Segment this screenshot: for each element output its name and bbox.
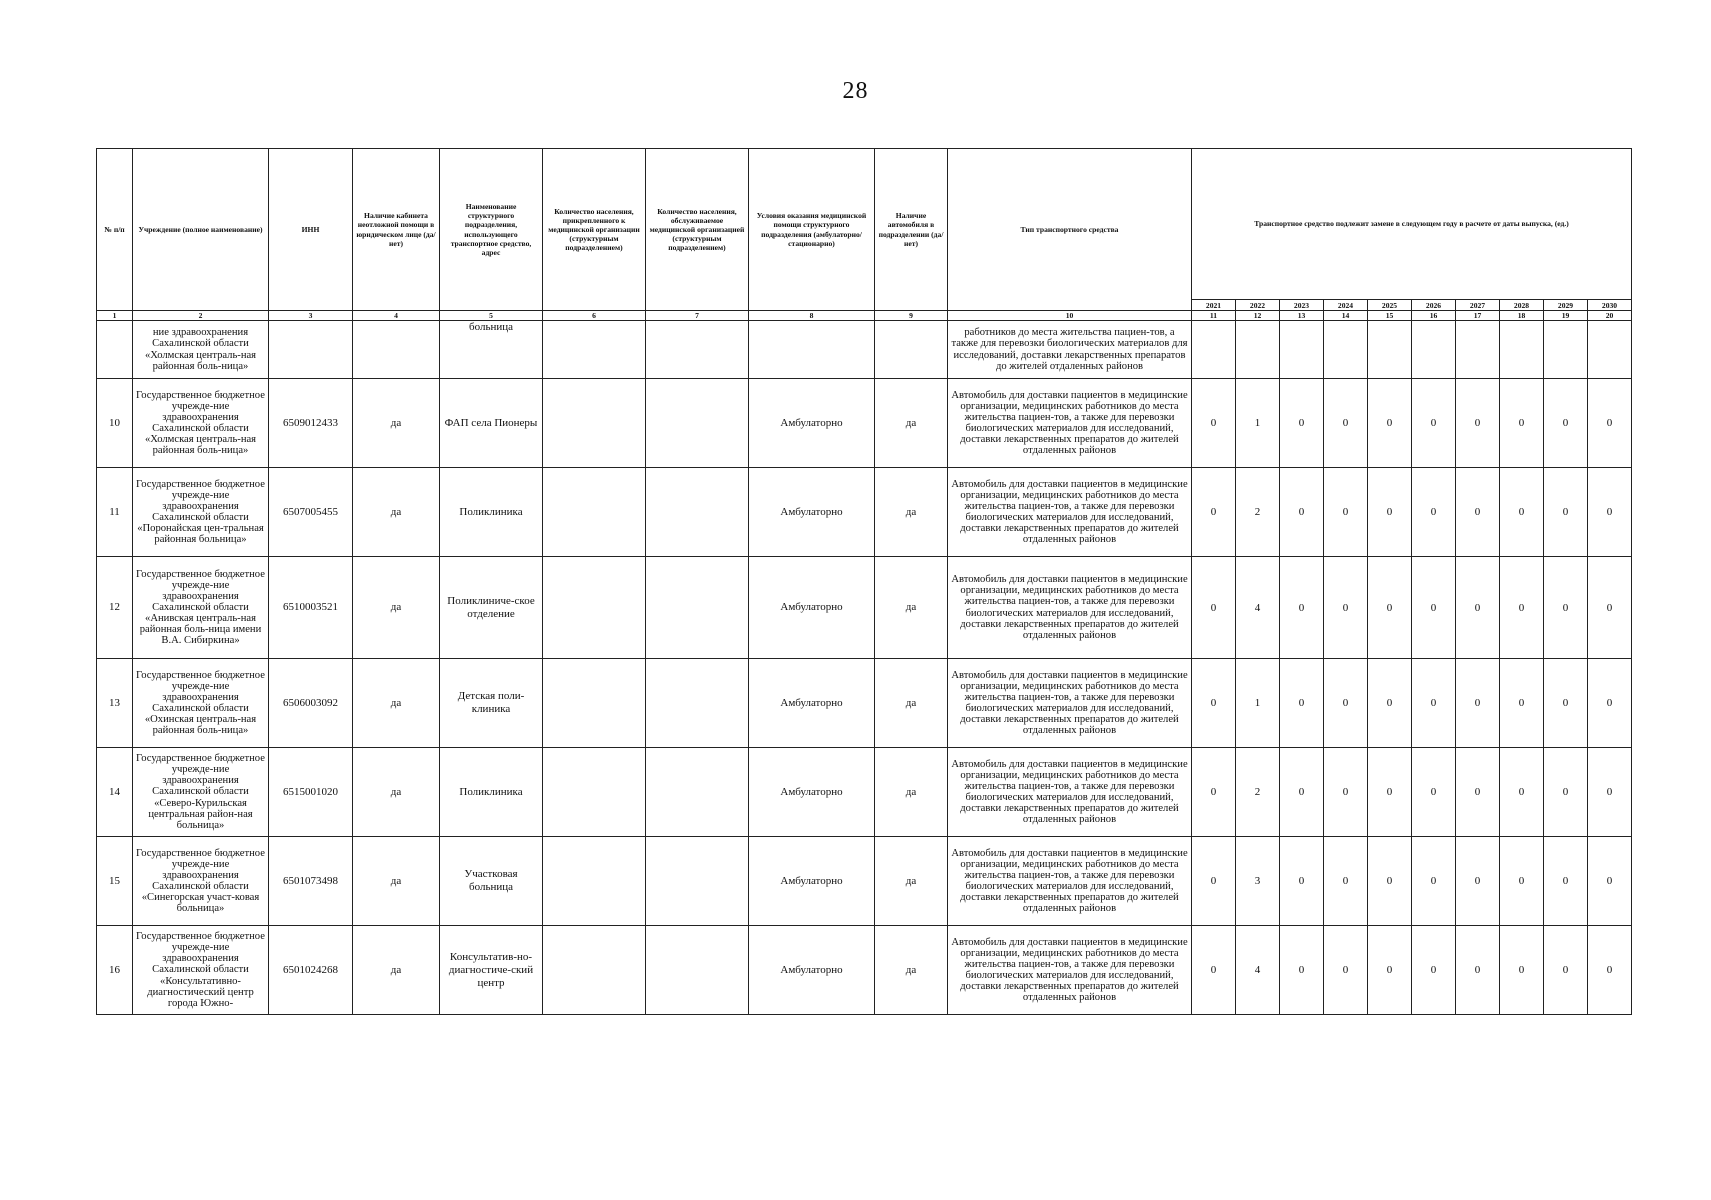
institution-cell: Государственное бюджетное учрежде-ние здравоохранения Сахалинской области «Синегорская участ-ковая больница» xyxy=(133,837,269,926)
year-value-cell: 0 xyxy=(1588,748,1632,837)
table-row xyxy=(97,837,1632,926)
column-number: 8 xyxy=(749,311,875,321)
vehicle-type-cell: Автомобиль для доставки пациентов в медицинские организации, медицинских работников до места жительства пациен-тов, а также для перевозки биологических материалов для исследований, доставки лекарственных препаратов до жителей отдаленных районов xyxy=(948,379,1192,468)
year-value-cell: 0 xyxy=(1192,837,1236,926)
year-value-cell: 0 xyxy=(1456,926,1500,1015)
column-number: 3 xyxy=(269,311,353,321)
header-vehicle-type: Тип транспортного средства xyxy=(948,149,1192,311)
year-value-cell: 0 xyxy=(1500,659,1544,748)
row-num: 11 xyxy=(97,468,133,557)
year-value-cell: 0 xyxy=(1324,468,1368,557)
table-row xyxy=(97,926,1632,1015)
emergency-room-cell: да xyxy=(353,557,440,659)
table-row xyxy=(97,659,1632,748)
year-value-cell xyxy=(1368,321,1412,379)
year-value-cell: 0 xyxy=(1500,379,1544,468)
column-number: 4 xyxy=(353,311,440,321)
year-value-cell: 0 xyxy=(1280,468,1324,557)
has-vehicle-cell: да xyxy=(875,379,948,468)
year-value-cell: 0 xyxy=(1324,557,1368,659)
header-year-2023: 2023 xyxy=(1280,300,1324,311)
year-value-cell: 0 xyxy=(1412,468,1456,557)
has-vehicle-cell: да xyxy=(875,926,948,1015)
served-population-cell xyxy=(646,659,749,748)
header-unit: Наименование структурного подразделения, использующего транспортное средство, адрес xyxy=(440,149,543,311)
header-year-2028: 2028 xyxy=(1500,300,1544,311)
attached-population-cell xyxy=(543,379,646,468)
inn-cell xyxy=(269,321,353,379)
year-value-cell xyxy=(1192,321,1236,379)
year-value-cell xyxy=(1280,321,1324,379)
year-value-cell: 0 xyxy=(1412,659,1456,748)
conditions-cell: Амбулаторно xyxy=(749,659,875,748)
year-value-cell: 0 xyxy=(1368,659,1412,748)
year-value-cell: 0 xyxy=(1588,837,1632,926)
vehicle-type-cell: Автомобиль для доставки пациентов в медицинские организации, медицинских работников до места жительства пациен-тов, а также для перевозки биологических материалов для исследований, доставки лекарственных препаратов до жителей отдаленных районов xyxy=(948,659,1192,748)
year-value-cell: 0 xyxy=(1544,379,1588,468)
year-value-cell: 0 xyxy=(1192,468,1236,557)
column-number: 18 xyxy=(1500,311,1544,321)
column-number: 16 xyxy=(1412,311,1456,321)
unit-cell: Поликлиника xyxy=(440,748,543,837)
unit-cell: ФАП села Пионеры xyxy=(440,379,543,468)
conditions-cell: Амбулаторно xyxy=(749,926,875,1015)
row-num: 12 xyxy=(97,557,133,659)
institution-cell: ние здравоохранения Сахалинской области «Холмская централь-ная районная боль-ница» xyxy=(133,321,269,379)
header-conditions: Условия оказания медицинской помощи структурного подразделения (амбулаторно/стационарно) xyxy=(749,149,875,311)
column-number: 10 xyxy=(948,311,1192,321)
year-value-cell xyxy=(1456,321,1500,379)
year-value-cell: 0 xyxy=(1588,379,1632,468)
attached-population-cell xyxy=(543,926,646,1015)
year-value-cell: 0 xyxy=(1412,748,1456,837)
row-num: 15 xyxy=(97,837,133,926)
year-value-cell: 3 xyxy=(1236,837,1280,926)
header-served-population: Количество населения, обслуживаемое медицинской организацией (структурным подразделением) xyxy=(646,149,749,311)
table-row xyxy=(97,748,1632,837)
year-value-cell: 0 xyxy=(1544,926,1588,1015)
year-value-cell: 0 xyxy=(1588,926,1632,1015)
table-row xyxy=(97,379,1632,468)
served-population-cell xyxy=(646,748,749,837)
inn-cell: 6501073498 xyxy=(269,837,353,926)
conditions-cell xyxy=(749,321,875,379)
vehicle-type-cell: Автомобиль для доставки пациентов в медицинские организации, медицинских работников до места жительства пациен-тов, а также для перевозки биологических материалов для исследований, доставки лекарственных препаратов до жителей отдаленных районов xyxy=(948,748,1192,837)
row-num: 10 xyxy=(97,379,133,468)
vehicle-type-cell: Автомобиль для доставки пациентов в медицинские организации, медицинских работников до места жительства пациен-тов, а также для перевозки биологических материалов для исследований, доставки лекарственных препаратов до жителей отдаленных районов xyxy=(948,468,1192,557)
emergency-room-cell: да xyxy=(353,379,440,468)
emergency-room-cell: да xyxy=(353,468,440,557)
institution-cell: Государственное бюджетное учрежде-ние здравоохранения Сахалинской области «Охинская централь-ная районная боль-ница» xyxy=(133,659,269,748)
header-inn: ИНН xyxy=(269,149,353,311)
year-value-cell xyxy=(1500,321,1544,379)
unit-cell: Консультатив-но-диагностиче-ский центр xyxy=(440,926,543,1015)
year-value-cell: 0 xyxy=(1544,748,1588,837)
column-number: 12 xyxy=(1236,311,1280,321)
year-value-cell: 0 xyxy=(1192,659,1236,748)
column-number: 7 xyxy=(646,311,749,321)
vehicle-type-cell: Автомобиль для доставки пациентов в медицинские организации, медицинских работников до места жительства пациен-тов, а также для перевозки биологических материалов для исследований, доставки лекарственных препаратов до жителей отдаленных районов xyxy=(948,926,1192,1015)
year-value-cell: 0 xyxy=(1368,926,1412,1015)
year-value-cell: 0 xyxy=(1544,557,1588,659)
year-value-cell: 0 xyxy=(1456,659,1500,748)
year-value-cell: 0 xyxy=(1324,748,1368,837)
unit-cell: Участковая больница xyxy=(440,837,543,926)
header-year-2029: 2029 xyxy=(1544,300,1588,311)
unit-cell: Поликлиника xyxy=(440,468,543,557)
year-value-cell xyxy=(1412,321,1456,379)
year-value-cell: 4 xyxy=(1236,926,1280,1015)
year-value-cell: 0 xyxy=(1192,926,1236,1015)
year-value-cell: 2 xyxy=(1236,468,1280,557)
year-value-cell: 0 xyxy=(1324,837,1368,926)
year-value-cell: 0 xyxy=(1544,468,1588,557)
attached-population-cell xyxy=(543,748,646,837)
has-vehicle-cell: да xyxy=(875,837,948,926)
attached-population-cell xyxy=(543,468,646,557)
year-value-cell: 0 xyxy=(1412,926,1456,1015)
emergency-room-cell: да xyxy=(353,659,440,748)
year-value-cell: 0 xyxy=(1192,557,1236,659)
year-value-cell: 0 xyxy=(1368,468,1412,557)
year-value-cell: 0 xyxy=(1412,837,1456,926)
year-value-cell: 0 xyxy=(1412,557,1456,659)
has-vehicle-cell: да xyxy=(875,659,948,748)
table-row xyxy=(97,557,1632,659)
served-population-cell xyxy=(646,468,749,557)
column-number: 1 xyxy=(97,311,133,321)
inn-cell: 6501024268 xyxy=(269,926,353,1015)
vehicle-replacement-table xyxy=(96,148,1632,1015)
institution-cell: Государственное бюджетное учрежде-ние здравоохранения Сахалинской области «Консультативно-диагностический центр города Южно- xyxy=(133,926,269,1015)
header-year-2021: 2021 xyxy=(1192,300,1236,311)
inn-cell: 6507005455 xyxy=(269,468,353,557)
column-number: 6 xyxy=(543,311,646,321)
header-year-2024: 2024 xyxy=(1324,300,1368,311)
unit-cell: Поликлиниче-ское отделение xyxy=(440,557,543,659)
year-value-cell: 0 xyxy=(1500,837,1544,926)
header-institution: Учреждение (полное наименование) xyxy=(133,149,269,311)
column-number: 2 xyxy=(133,311,269,321)
year-value-cell: 0 xyxy=(1456,379,1500,468)
year-value-cell: 0 xyxy=(1192,379,1236,468)
year-value-cell: 0 xyxy=(1280,837,1324,926)
header-replacement: Транспортное средство подлежит замене в следующем году в расчете от даты выпуска, (ед.) xyxy=(1192,149,1632,300)
year-value-cell: 0 xyxy=(1500,468,1544,557)
vehicle-type-cell: Автомобиль для доставки пациентов в медицинские организации, медицинских работников до места жительства пациен-тов, а также для перевозки биологических материалов для исследований, доставки лекарственных препаратов до жителей отдаленных районов xyxy=(948,837,1192,926)
column-number: 15 xyxy=(1368,311,1412,321)
year-value-cell: 0 xyxy=(1368,748,1412,837)
has-vehicle-cell: да xyxy=(875,468,948,557)
year-value-cell: 0 xyxy=(1324,926,1368,1015)
institution-cell: Государственное бюджетное учрежде-ние здравоохранения Сахалинской области «Анивская централь-ная районная боль-ница имени В.А. Сибиркина» xyxy=(133,557,269,659)
row-num: 13 xyxy=(97,659,133,748)
served-population-cell xyxy=(646,557,749,659)
year-value-cell: 0 xyxy=(1368,557,1412,659)
year-value-cell: 0 xyxy=(1588,659,1632,748)
header-num: № п/п xyxy=(97,149,133,311)
served-population-cell xyxy=(646,926,749,1015)
emergency-room-cell: да xyxy=(353,748,440,837)
header-year-2025: 2025 xyxy=(1368,300,1412,311)
page-number: 28 xyxy=(842,78,869,104)
table-row xyxy=(97,468,1632,557)
column-number: 9 xyxy=(875,311,948,321)
year-value-cell: 0 xyxy=(1588,557,1632,659)
vehicle-type-cell: Автомобиль для доставки пациентов в медицинские организации, медицинских работников до места жительства пациен-тов, а также для перевозки биологических материалов для исследований, доставки лекарственных препаратов до жителей отдаленных районов xyxy=(948,557,1192,659)
header-year-2030: 2030 xyxy=(1588,300,1632,311)
column-number: 13 xyxy=(1280,311,1324,321)
unit-cell: Детская поли-клиника xyxy=(440,659,543,748)
year-value-cell: 0 xyxy=(1544,659,1588,748)
row-num: 14 xyxy=(97,748,133,837)
vehicle-type-cell: работников до места жительства пациен-тов, а также для перевозки биологических материалов для исследований, доставки лекарственных препаратов до жителей отдаленных районов xyxy=(948,321,1192,379)
inn-cell: 6510003521 xyxy=(269,557,353,659)
header-has-vehicle: Наличие автомобиля в подразделении (да/нет) xyxy=(875,149,948,311)
column-number: 11 xyxy=(1192,311,1236,321)
year-value-cell: 0 xyxy=(1324,659,1368,748)
year-value-cell: 2 xyxy=(1236,748,1280,837)
served-population-cell xyxy=(646,837,749,926)
attached-population-cell xyxy=(543,837,646,926)
column-number: 5 xyxy=(440,311,543,321)
attached-population-cell xyxy=(543,557,646,659)
year-value-cell: 0 xyxy=(1324,379,1368,468)
institution-cell: Государственное бюджетное учрежде-ние здравоохранения Сахалинской области «Северо-Курильская центральная район-ная больница» xyxy=(133,748,269,837)
conditions-cell: Амбулаторно xyxy=(749,748,875,837)
year-value-cell: 0 xyxy=(1456,468,1500,557)
year-value-cell: 0 xyxy=(1280,659,1324,748)
unit-cell: больница xyxy=(440,321,543,379)
year-value-cell: 0 xyxy=(1280,379,1324,468)
column-number: 19 xyxy=(1544,311,1588,321)
year-value-cell: 0 xyxy=(1456,837,1500,926)
emergency-room-cell: да xyxy=(353,837,440,926)
emergency-room-cell: да xyxy=(353,926,440,1015)
attached-population-cell xyxy=(543,321,646,379)
emergency-room-cell xyxy=(353,321,440,379)
table-row xyxy=(97,321,1632,379)
column-number: 20 xyxy=(1588,311,1632,321)
year-value-cell: 0 xyxy=(1280,748,1324,837)
year-value-cell xyxy=(1236,321,1280,379)
year-value-cell: 1 xyxy=(1236,659,1280,748)
year-value-cell: 0 xyxy=(1456,557,1500,659)
conditions-cell: Амбулаторно xyxy=(749,837,875,926)
year-value-cell: 0 xyxy=(1544,837,1588,926)
institution-cell: Государственное бюджетное учрежде-ние здравоохранения Сахалинской области «Поронайская цен-тральная районная больница» xyxy=(133,468,269,557)
year-value-cell: 0 xyxy=(1456,748,1500,837)
has-vehicle-cell: да xyxy=(875,748,948,837)
year-value-cell: 0 xyxy=(1500,926,1544,1015)
header-emergency-room: Наличие кабинета неотложной помощи в юридическом лице (да/нет) xyxy=(353,149,440,311)
year-value-cell: 0 xyxy=(1280,557,1324,659)
attached-population-cell xyxy=(543,659,646,748)
year-value-cell: 0 xyxy=(1500,748,1544,837)
has-vehicle-cell: да xyxy=(875,557,948,659)
header-attached-population: Количество населения, прикрепленного к медицинской организации (структурным подразделением) xyxy=(543,149,646,311)
column-number: 14 xyxy=(1324,311,1368,321)
row-num xyxy=(97,321,133,379)
year-value-cell: 0 xyxy=(1500,557,1544,659)
year-value-cell xyxy=(1544,321,1588,379)
year-value-cell: 0 xyxy=(1192,748,1236,837)
conditions-cell: Амбулаторно xyxy=(749,379,875,468)
header-year-2026: 2026 xyxy=(1412,300,1456,311)
year-value-cell: 0 xyxy=(1412,379,1456,468)
year-value-cell: 1 xyxy=(1236,379,1280,468)
year-value-cell: 4 xyxy=(1236,557,1280,659)
header-year-2027: 2027 xyxy=(1456,300,1500,311)
inn-cell: 6515001020 xyxy=(269,748,353,837)
inn-cell: 6506003092 xyxy=(269,659,353,748)
served-population-cell xyxy=(646,379,749,468)
institution-cell: Государственное бюджетное учрежде-ние здравоохранения Сахалинской области «Холмская централь-ная районная боль-ница» xyxy=(133,379,269,468)
year-value-cell: 0 xyxy=(1280,926,1324,1015)
conditions-cell: Амбулаторно xyxy=(749,468,875,557)
served-population-cell xyxy=(646,321,749,379)
has-vehicle-cell xyxy=(875,321,948,379)
column-number: 17 xyxy=(1456,311,1500,321)
header-year-2022: 2022 xyxy=(1236,300,1280,311)
row-num: 16 xyxy=(97,926,133,1015)
year-value-cell xyxy=(1324,321,1368,379)
year-value-cell xyxy=(1588,321,1632,379)
inn-cell: 6509012433 xyxy=(269,379,353,468)
year-value-cell: 0 xyxy=(1368,379,1412,468)
conditions-cell: Амбулаторно xyxy=(749,557,875,659)
year-value-cell: 0 xyxy=(1368,837,1412,926)
year-value-cell: 0 xyxy=(1588,468,1632,557)
